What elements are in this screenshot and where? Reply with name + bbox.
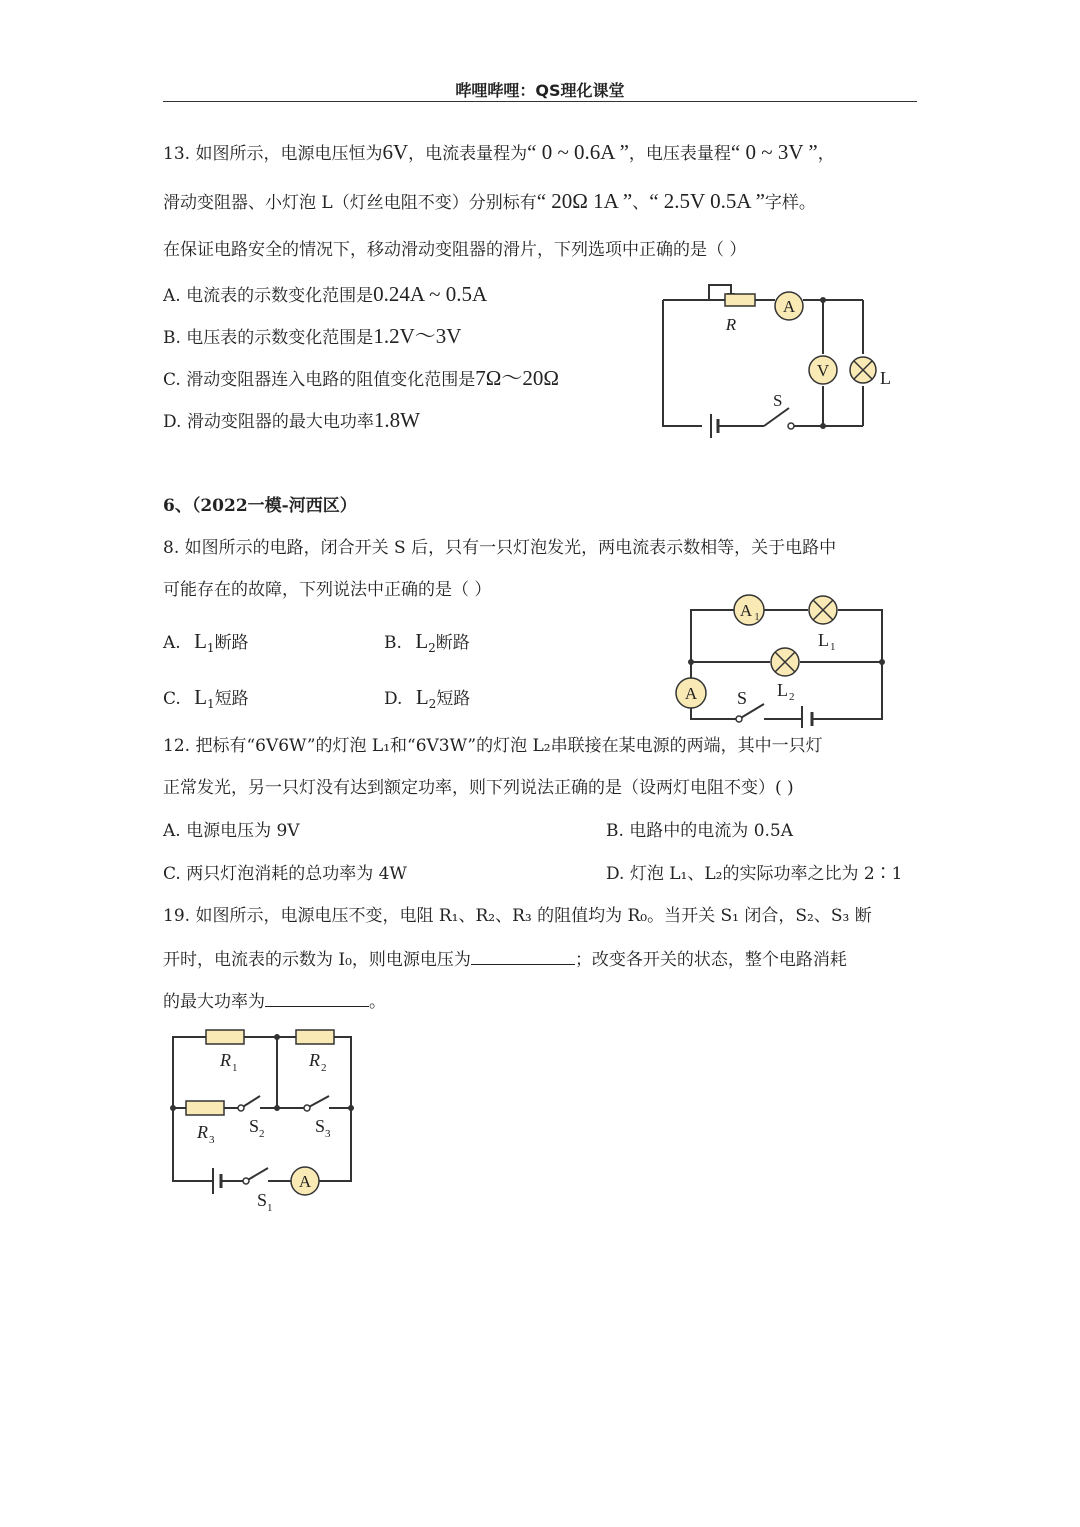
s1-label: S <box>257 1190 268 1210</box>
switch-contact <box>788 423 794 429</box>
q8-circuit-diagram <box>672 592 892 728</box>
q19-circuit-diagram <box>163 1022 363 1218</box>
ammeter-label: A <box>782 297 796 316</box>
option-value: 1.2V～3V <box>373 324 462 348</box>
wire <box>663 300 702 426</box>
q13-option-c[interactable] <box>163 368 559 390</box>
q13-text: 13. 如图所示，电源电压恒为 <box>163 144 383 164</box>
s3-label: S <box>315 1116 326 1136</box>
q19-text: 的最大功率为 <box>163 992 265 1012</box>
switch-blade-s1 <box>246 1168 268 1181</box>
q8-line2: 可能存在的故障，下列说法中正确的是（ ） <box>163 580 492 600</box>
q19-text: 开时，电流表的示数为 I₀，则电源电压为 <box>163 950 471 970</box>
q13-text: 滑动变阻器、小灯泡 L（灯丝电阻不变）分别标有 <box>163 193 537 213</box>
q19-text: 。 <box>369 992 386 1012</box>
r1-label: R <box>220 1050 231 1070</box>
wire <box>173 1037 206 1108</box>
junction-dot <box>274 1105 280 1111</box>
r3-sub: 3 <box>209 1134 215 1146</box>
option-prefix: D. <box>384 689 403 709</box>
option-lamp: L <box>415 685 429 709</box>
option-text: C. 滑动变阻器连入电路的阻值变化范围是 <box>163 370 476 390</box>
ammeter-a1-sub: 1 <box>754 612 760 623</box>
option-lamp: L <box>194 629 207 653</box>
option-lamp: L <box>415 629 429 653</box>
option-lamp-sub: 2 <box>428 641 436 655</box>
junction-dot <box>274 1034 280 1040</box>
q13-ammeter-range: “ 0 ~ 0.6A ” <box>527 140 629 164</box>
lamp-l1-sub: 1 <box>830 641 836 653</box>
junction-dot <box>879 659 885 665</box>
r2-sub: 2 <box>321 1062 327 1074</box>
q13-option-a[interactable] <box>163 284 487 306</box>
option-value: 7Ω～20Ω <box>475 366 559 390</box>
resistor-r3 <box>186 1101 224 1115</box>
s3-sub: 3 <box>325 1128 331 1140</box>
option-lamp-sub: 1 <box>207 697 215 711</box>
s2-label: S <box>249 1116 260 1136</box>
q12-option-c[interactable]: C. 两只灯泡消耗的总功率为 4W <box>163 864 407 884</box>
wire <box>173 1108 213 1181</box>
s1-sub: 1 <box>267 1202 273 1214</box>
q19-line3 <box>163 990 386 1012</box>
rheostat <box>725 294 755 306</box>
switch-contact <box>238 1105 244 1111</box>
ammeter-label: A <box>298 1172 312 1191</box>
q13-text: ， <box>817 144 835 164</box>
q13-voltmeter-range: “ 0 ~ 3V ” <box>730 140 818 164</box>
option-lamp: L <box>194 685 208 709</box>
q13-text: ，电压表量程 <box>628 144 731 164</box>
q13-text: 字样。 <box>764 193 816 213</box>
q12-option-b[interactable]: B. 电路中的电流为 0.5A <box>606 821 794 841</box>
junction-dot <box>820 423 826 429</box>
page-header: 哔哩哔哩：QS理化课堂 <box>455 81 625 100</box>
wire <box>334 1037 351 1108</box>
switch-contact <box>736 716 742 722</box>
q13-text: ，电流表量程为 <box>408 144 528 164</box>
section-title: 6、（2022一模-河西区） <box>163 496 357 516</box>
q8-option-d[interactable] <box>384 687 470 714</box>
ammeter-a-label: A <box>684 684 698 703</box>
lamp-l2-label: L <box>777 680 788 700</box>
q19-line2 <box>163 948 847 970</box>
option-lamp-sub: 2 <box>428 697 437 711</box>
switch-label: S <box>737 688 748 708</box>
q8-line1: 8. 如图所示的电路，闭合开关 S 后，只有一只灯泡发光，两电流表示数相等，关于电路中 <box>163 538 837 558</box>
r1-sub: 1 <box>232 1062 238 1074</box>
r2-label: R <box>309 1050 320 1070</box>
q13-line1 <box>163 142 835 164</box>
lamp-l1-label: L <box>818 630 829 650</box>
option-prefix: B. <box>384 633 402 653</box>
option-prefix: A. <box>163 633 181 653</box>
q19-text: ；改变各开关的状态，整个电路消耗 <box>574 950 847 970</box>
option-text: 断路 <box>214 633 249 653</box>
option-text: A. 电流表的示数变化范围是 <box>163 286 374 306</box>
rheostat-label: R <box>725 315 737 334</box>
q12-line2: 正常发光，另一只灯没有达到额定功率，则下列说法正确的是（设两灯电阻不变）( ) <box>163 778 794 798</box>
header-divider <box>163 101 917 102</box>
wire <box>691 708 736 719</box>
option-text: 断路 <box>435 633 470 653</box>
q13-line3: 在保证电路安全的情况下，移动滑动变阻器的滑片，下列选项中正确的是（ ） <box>163 240 747 260</box>
option-value: 1.8W <box>373 408 420 432</box>
option-text: D. 滑动变阻器的最大电功率 <box>163 412 374 432</box>
wire <box>691 610 734 662</box>
option-text: 短路 <box>214 689 249 709</box>
s2-sub: 2 <box>259 1128 265 1140</box>
answer-blank-voltage[interactable] <box>471 948 575 965</box>
q13-text: 、 <box>632 193 650 213</box>
r3-label: R <box>197 1122 208 1142</box>
q13-option-b[interactable] <box>163 326 461 348</box>
junction-dot <box>820 297 826 303</box>
q12-option-a[interactable]: A. 电源电压为 9V <box>163 821 300 841</box>
junction-dot <box>170 1105 176 1111</box>
resistor-r2 <box>296 1030 334 1044</box>
answer-blank-power[interactable] <box>265 990 369 1007</box>
option-lamp-sub: 1 <box>206 641 215 655</box>
q8-option-a[interactable] <box>163 631 249 658</box>
lamp-l2-sub: 2 <box>789 691 795 703</box>
lamp-label: L <box>880 368 891 388</box>
option-value: 0.24A ~ 0.5A <box>373 282 488 306</box>
switch-contact <box>243 1178 249 1184</box>
option-text: 短路 <box>436 689 471 709</box>
wire <box>818 610 882 719</box>
option-prefix: C. <box>163 689 181 709</box>
switch-blade-s3 <box>307 1096 329 1108</box>
voltmeter-label: V <box>816 361 830 380</box>
ammeter-a1-label: A <box>739 601 753 620</box>
q8-option-c[interactable] <box>163 687 249 714</box>
junction-dot <box>688 659 694 665</box>
option-text: B. 电压表的示数变化范围是 <box>163 328 374 348</box>
switch-blade <box>764 408 789 426</box>
q13-rheostat-rating: “ 20Ω 1A ” <box>536 189 633 213</box>
q13-circuit-diagram <box>655 280 905 445</box>
switch-contact <box>304 1105 310 1111</box>
q12-line1: 12. 把标有“6V6W”的灯泡 L₁和“6V3W”的灯泡 L₂串联接在某电源的两端，其中一只灯 <box>163 736 823 756</box>
q13-lamp-rating: “ 2.5V 0.5A ” <box>649 189 765 213</box>
q13-source-voltage: 6V <box>382 140 409 164</box>
junction-dot <box>348 1105 354 1111</box>
q12-option-d[interactable]: D. 灯泡 L₁、L₂的实际功率之比为 2∶1 <box>606 864 903 884</box>
q13-line2 <box>163 191 816 213</box>
switch-label: S <box>773 391 783 410</box>
q8-option-b[interactable] <box>384 631 470 658</box>
q13-option-d[interactable] <box>163 410 420 432</box>
resistor-r1 <box>206 1030 244 1044</box>
q19-line1: 19. 如图所示，电源电压不变，电阻 R₁、R₂、R₃ 的阻值均为 R₀。当开关 S₁ 闭合，S₂、S₃ 断 <box>163 906 872 926</box>
